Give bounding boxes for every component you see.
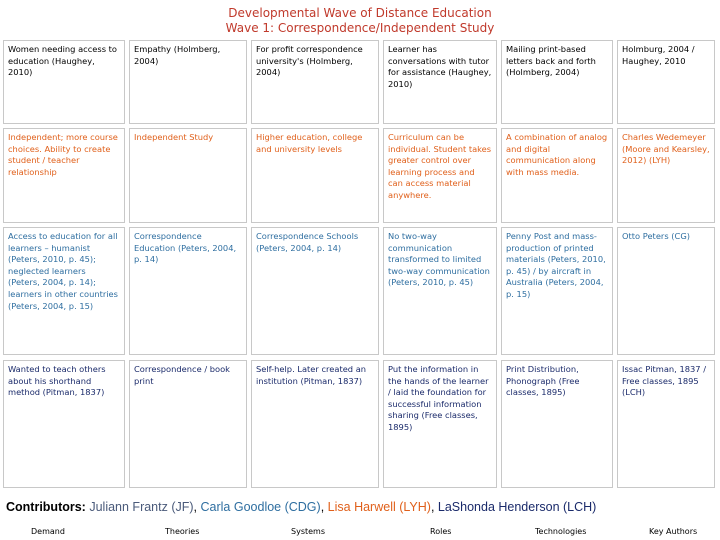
nav-technologies[interactable]: Technologies (535, 527, 587, 536)
table-cell: Learner has conversations with tutor for assistance (Haughey, 2010) (383, 40, 497, 124)
table-cell: Women needing access to education (Haughey, 2010) (3, 40, 125, 124)
table-cell: Empathy (Holmberg, 2004) (129, 40, 247, 124)
table-cell: Holmburg, 2004 / Haughey, 2010 (617, 40, 715, 124)
page-title: Developmental Wave of Distance Education (228, 6, 492, 20)
table-cell: Curriculum can be individual. Student takes greater control over learning process and can access material anywhere. (383, 128, 497, 223)
table-cell: Wanted to teach others about his shorthand method (Pitman, 1837) (3, 360, 125, 488)
page-subtitle: Wave 1: Correspondence/Independent Study (225, 21, 495, 35)
table-cell: Print Distribution, Phonograph (Free classes, 1895) (501, 360, 613, 488)
table-cell: Charles Wedemeyer (Moore and Kearsley, 2012) (LYH) (617, 128, 715, 223)
table-cell: A combination of analog and digital communication along with mass media. (501, 128, 613, 223)
nav-roles[interactable]: Roles (430, 527, 452, 536)
table-cell: No two-way communication transformed to limited two-way communication (Peters, 2010, p. 45) (383, 227, 497, 355)
table-cell: Put the information in the hands of the learner / laid the foundation for successful information sharing (Free classes, 1895) (383, 360, 497, 488)
table-cell: Independent Study (129, 128, 247, 223)
separator: , (430, 500, 435, 514)
table-cell: Issac Pitman, 1837 / Free classes, 1895 (LCH) (617, 360, 715, 488)
nav-key-authors[interactable]: Key Authors (649, 527, 698, 536)
table-cell: Independent; more course choices. Ability to create student / teacher relationship (3, 128, 125, 223)
table-cell: Mailing print-based letters back and forth (Holmberg, 2004) (501, 40, 613, 124)
bottom-nav (0, 527, 720, 539)
separator: , (193, 500, 198, 514)
contributor-jf: Juliann Frantz (JF) (89, 500, 194, 514)
nav-demand[interactable]: Demand (31, 527, 65, 536)
table-cell: Self-help. Later created an institution (Pitman, 1837) (251, 360, 379, 488)
table-cell: Correspondence Schools (Peters, 2004, p. 14) (251, 227, 379, 355)
table-cell: Access to education for all learners – humanist (Peters, 2010, p. 45); neglected learners (Peters, 2004, p. 14); learners in other countries (Peters, 2004, p. 15) (3, 227, 125, 355)
table-cell: Otto Peters (CG) (617, 227, 715, 355)
table-cell: Penny Post and mass-production of printed materials (Peters, 2010, p. 45) / by aircraft in Australia (Peters, 2004, p. 15) (501, 227, 613, 355)
contributors-line (6, 500, 718, 514)
table-cell: Correspondence / book print (129, 360, 247, 488)
contributor-lch: LaShonda Henderson (LCH) (437, 500, 597, 514)
content-table (3, 40, 717, 488)
table-cell: For profit correspondence university's (Holmberg, 2004) (251, 40, 379, 124)
nav-theories[interactable]: Theories (165, 527, 200, 536)
contributors-label: Contributors: (6, 500, 86, 514)
contributor-lyh: Lisa Harwell (LYH) (327, 500, 431, 514)
contributor-cdg: Carla Goodloe (CDG) (200, 500, 321, 514)
separator: , (320, 500, 325, 514)
table-cell: Higher education, college and university levels (251, 128, 379, 223)
table-cell: Correspondence Education (Peters, 2004, p. 14) (129, 227, 247, 355)
nav-systems[interactable]: Systems (291, 527, 325, 536)
